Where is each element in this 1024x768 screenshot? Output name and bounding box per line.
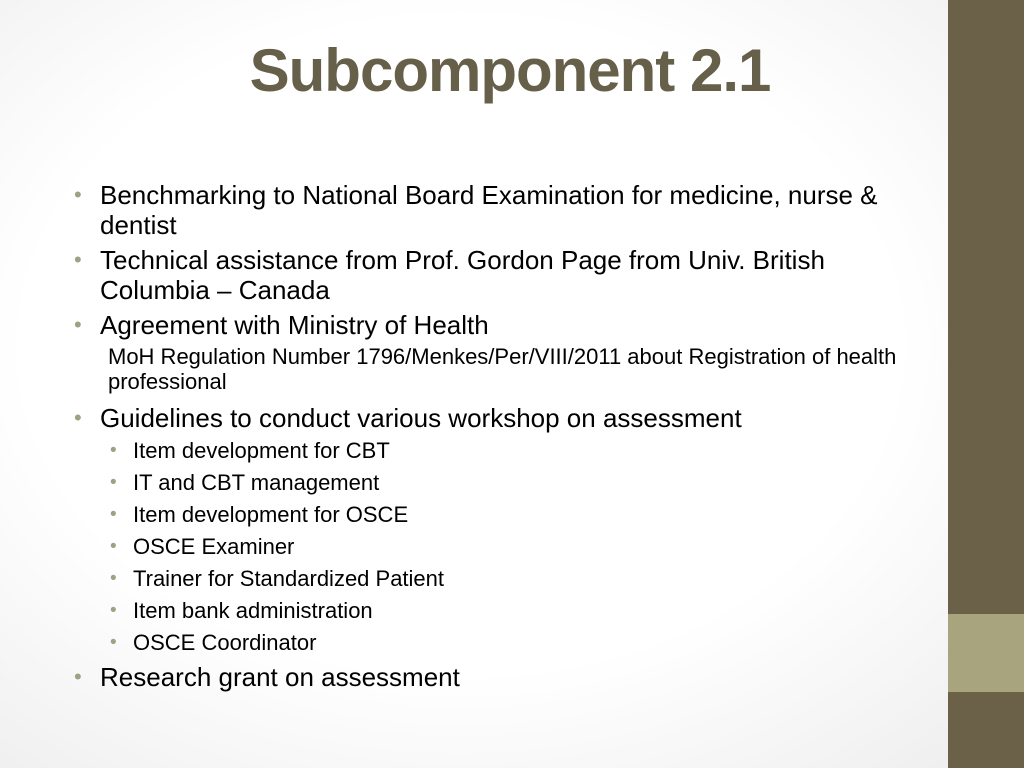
bullet-icon: • <box>110 632 117 653</box>
bullet-item <box>72 180 932 240</box>
sub-bullet-text: OSCE Coordinator <box>133 630 317 655</box>
bullet-icon: • <box>74 312 82 337</box>
sub-bullet-item <box>72 438 932 463</box>
sub-bullet-text: OSCE Examiner <box>133 534 295 559</box>
bullet-icon: • <box>74 182 82 207</box>
bullet-icon: • <box>110 536 117 557</box>
bullet-icon: • <box>74 247 82 272</box>
bullet-icon: • <box>110 504 117 525</box>
decorative-sidebar <box>948 0 1024 768</box>
sub-bullet-text: Trainer for Standardized Patient <box>133 566 445 591</box>
sidebar-light-block <box>948 614 1024 692</box>
bullet-text: Benchmarking to National Board Examination for medicine, nurse & dentist <box>100 180 878 240</box>
sub-bullet-list <box>72 438 932 655</box>
slide-title: Subcomponent 2.1 <box>249 37 771 104</box>
bullet-icon: • <box>74 664 82 689</box>
bullet-item <box>72 662 932 692</box>
bullet-icon: • <box>110 472 117 493</box>
sub-bullet-item <box>72 598 932 623</box>
sub-bullet-text: Item development for CBT <box>133 438 390 463</box>
sub-bullet-item <box>72 502 932 527</box>
bullet-item <box>72 403 932 433</box>
bullet-list <box>72 180 932 697</box>
sub-bullet-item <box>72 534 932 559</box>
bullet-icon: • <box>74 405 82 430</box>
sub-bullet-item <box>72 630 932 655</box>
sidebar-dark-bottom <box>948 692 1024 768</box>
sub-bullet-item <box>72 470 932 495</box>
sub-bullet-item <box>72 566 932 591</box>
bullet-icon: • <box>110 440 117 461</box>
regulation-note: MoH Regulation Number 1796/Menkes/Per/VIII/2011 about Registration of health professional <box>108 344 897 394</box>
bullet-text: Technical assistance from Prof. Gordon Page from Univ. British Columbia – Canada <box>100 245 825 305</box>
bullet-icon: • <box>110 568 117 589</box>
bullet-item <box>72 310 932 340</box>
sub-bullet-text: IT and CBT management <box>133 470 380 495</box>
sub-bullet-text: Item bank administration <box>133 598 373 623</box>
bullet-icon: • <box>110 600 117 621</box>
bullet-text: Research grant on assessment <box>100 662 460 692</box>
bullet-text: Guidelines to conduct various workshop on assessment <box>100 403 742 433</box>
bullet-item <box>72 245 932 305</box>
bullet-text: Agreement with Ministry of Health <box>100 310 489 340</box>
sub-bullet-text: Item development for OSCE <box>133 502 409 527</box>
